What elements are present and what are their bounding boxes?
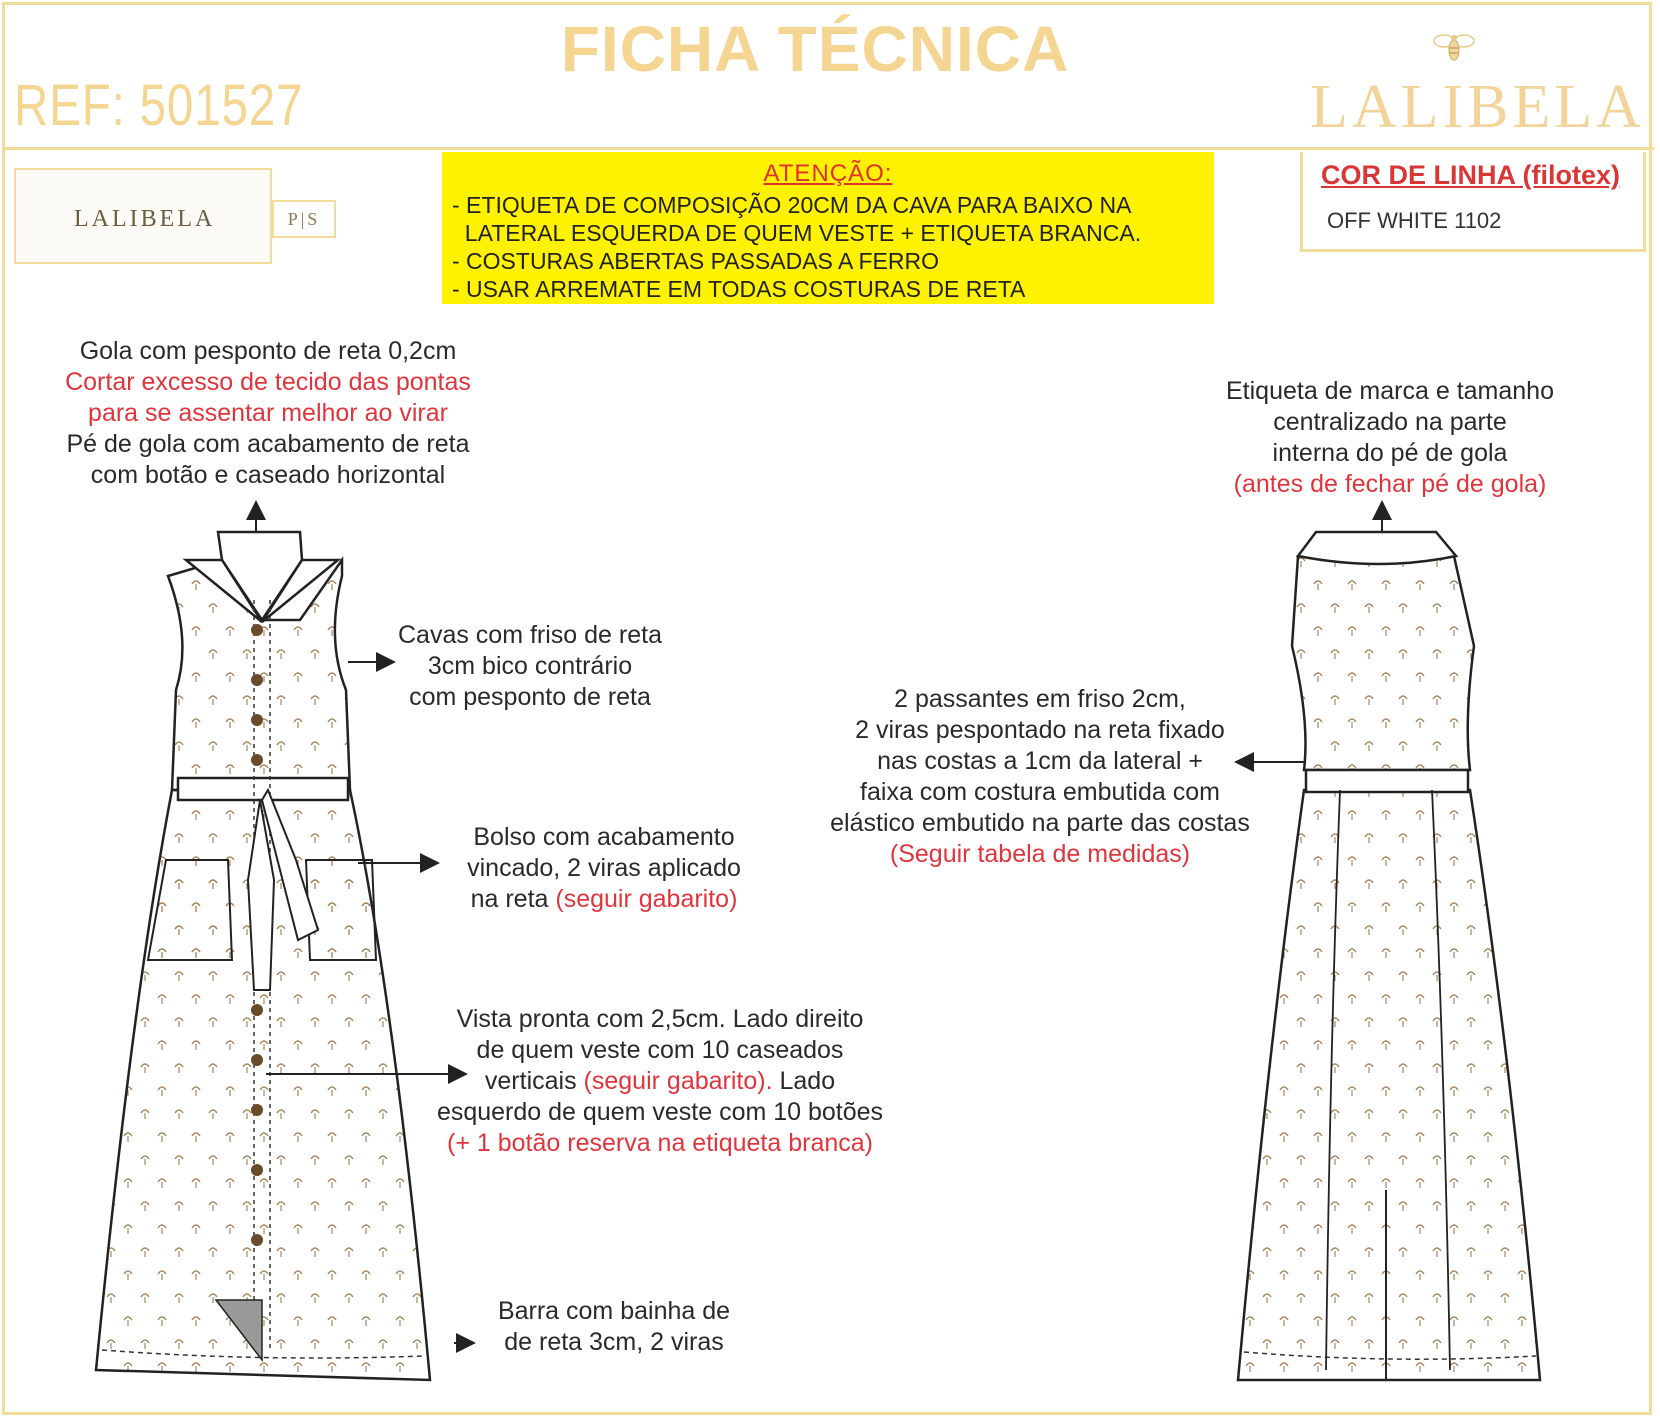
back-bodice — [1292, 548, 1474, 770]
belt-loops-note — [810, 684, 1270, 870]
pocket-note-line: Bolso com acabamento — [473, 823, 735, 851]
pocket-note-line: vincado, 2 viras aplicado — [467, 854, 741, 882]
placket-note-red: (seguir gabarito). — [583, 1067, 773, 1095]
back-dress-drawing — [1238, 532, 1540, 1380]
back-label-note-line: (antes de fechar pé de gola) — [1233, 470, 1547, 498]
collar-note-line: Cortar excesso de tecido das pontas — [65, 368, 471, 396]
belt-loops-note-line: 2 passantes em friso 2cm, — [894, 685, 1186, 713]
size-tab: P|S — [272, 200, 336, 238]
attention-line: - USAR ARREMATE EM TODAS COSTURAS DE RETA — [452, 276, 1026, 302]
back-label-note-line: centralizado na parte — [1273, 408, 1507, 436]
armhole-note-line: 3cm bico contrário — [427, 652, 633, 680]
reference-code: REF: 501527 — [14, 73, 304, 138]
pocket-note-text: na reta — [470, 885, 556, 913]
attention-line: LATERAL ESQUERDA DE QUEM VESTE + ETIQUETA BRANCA. — [452, 220, 1142, 246]
placket-note-line: (+ 1 botão reserva na etiqueta branca) — [447, 1129, 873, 1157]
collar-note-line: Gola com pesponto de reta 0,2cm — [79, 337, 457, 365]
collar-note — [18, 336, 518, 491]
attention-line: - ETIQUETA DE COMPOSIÇÃO 20CM DA CAVA PARA BAIXO NA — [452, 192, 1132, 218]
hem-note-line: Barra com bainha de — [497, 1297, 731, 1325]
placket-note-text: Lado — [772, 1067, 836, 1095]
armhole-note — [355, 620, 705, 713]
collar-note-line: Pé de gola com acabamento de reta — [66, 430, 470, 458]
pocket-note — [434, 822, 774, 915]
placket-note-line — [400, 1066, 920, 1097]
belt-loops-note-line: 2 viras pespontado na reta fixado — [855, 716, 1225, 744]
placket-note — [400, 1004, 920, 1159]
pocket-note-line — [434, 884, 774, 915]
armhole-note-line: com pesponto de reta — [409, 683, 651, 711]
belt-loops-note-line: nas costas a 1cm da lateral + — [877, 747, 1203, 775]
collar-note-line: com botão e caseado horizontal — [90, 461, 446, 489]
pocket-note-red: (seguir gabarito) — [555, 885, 738, 913]
attention-heading: ATENÇÃO: — [763, 160, 893, 187]
page-title: FICHA TÉCNICA — [560, 13, 1070, 85]
label-brand-text: LALIBELA — [74, 206, 216, 232]
back-waistband — [1306, 770, 1468, 792]
placket-note-text: verticais — [484, 1067, 584, 1095]
thread-color-heading: COR DE LINHA (filotex) — [1321, 160, 1620, 190]
belt-loops-note-line: faixa com costura embutida com — [860, 778, 1220, 806]
back-label-note-line: Etiqueta de marca e tamanho — [1226, 377, 1554, 405]
back-label-note — [1180, 376, 1600, 500]
attention-line: - COSTURAS ABERTAS PASSADAS A FERRO — [452, 248, 939, 274]
back-collar — [1298, 532, 1456, 564]
placket-note-line: Vista pronta com 2,5cm. Lado direito — [456, 1005, 864, 1033]
brand-logo: LALIBELA — [1310, 73, 1646, 141]
placket-note-line: esquerdo de quem veste com 10 botões — [436, 1098, 884, 1126]
belt-loops-note-line: (Seguir tabela de medidas) — [889, 840, 1191, 868]
thread-color-value: OFF WHITE 1102 — [1327, 208, 1502, 233]
hem-note-line: de reta 3cm, 2 viras — [504, 1328, 724, 1356]
armhole-note-line: Cavas com friso de reta — [398, 621, 662, 649]
front-right-pocket — [306, 860, 376, 960]
collar-note-line: para se assentar melhor ao virar — [88, 399, 448, 427]
back-label-note-line: interna do pé de gola — [1272, 439, 1508, 467]
back-skirt — [1238, 790, 1540, 1380]
hem-note — [474, 1296, 754, 1358]
placket-note-line: de quem veste com 10 caseados — [476, 1036, 844, 1064]
belt-loops-note-line: elástico embutido na parte das costas — [830, 809, 1250, 837]
